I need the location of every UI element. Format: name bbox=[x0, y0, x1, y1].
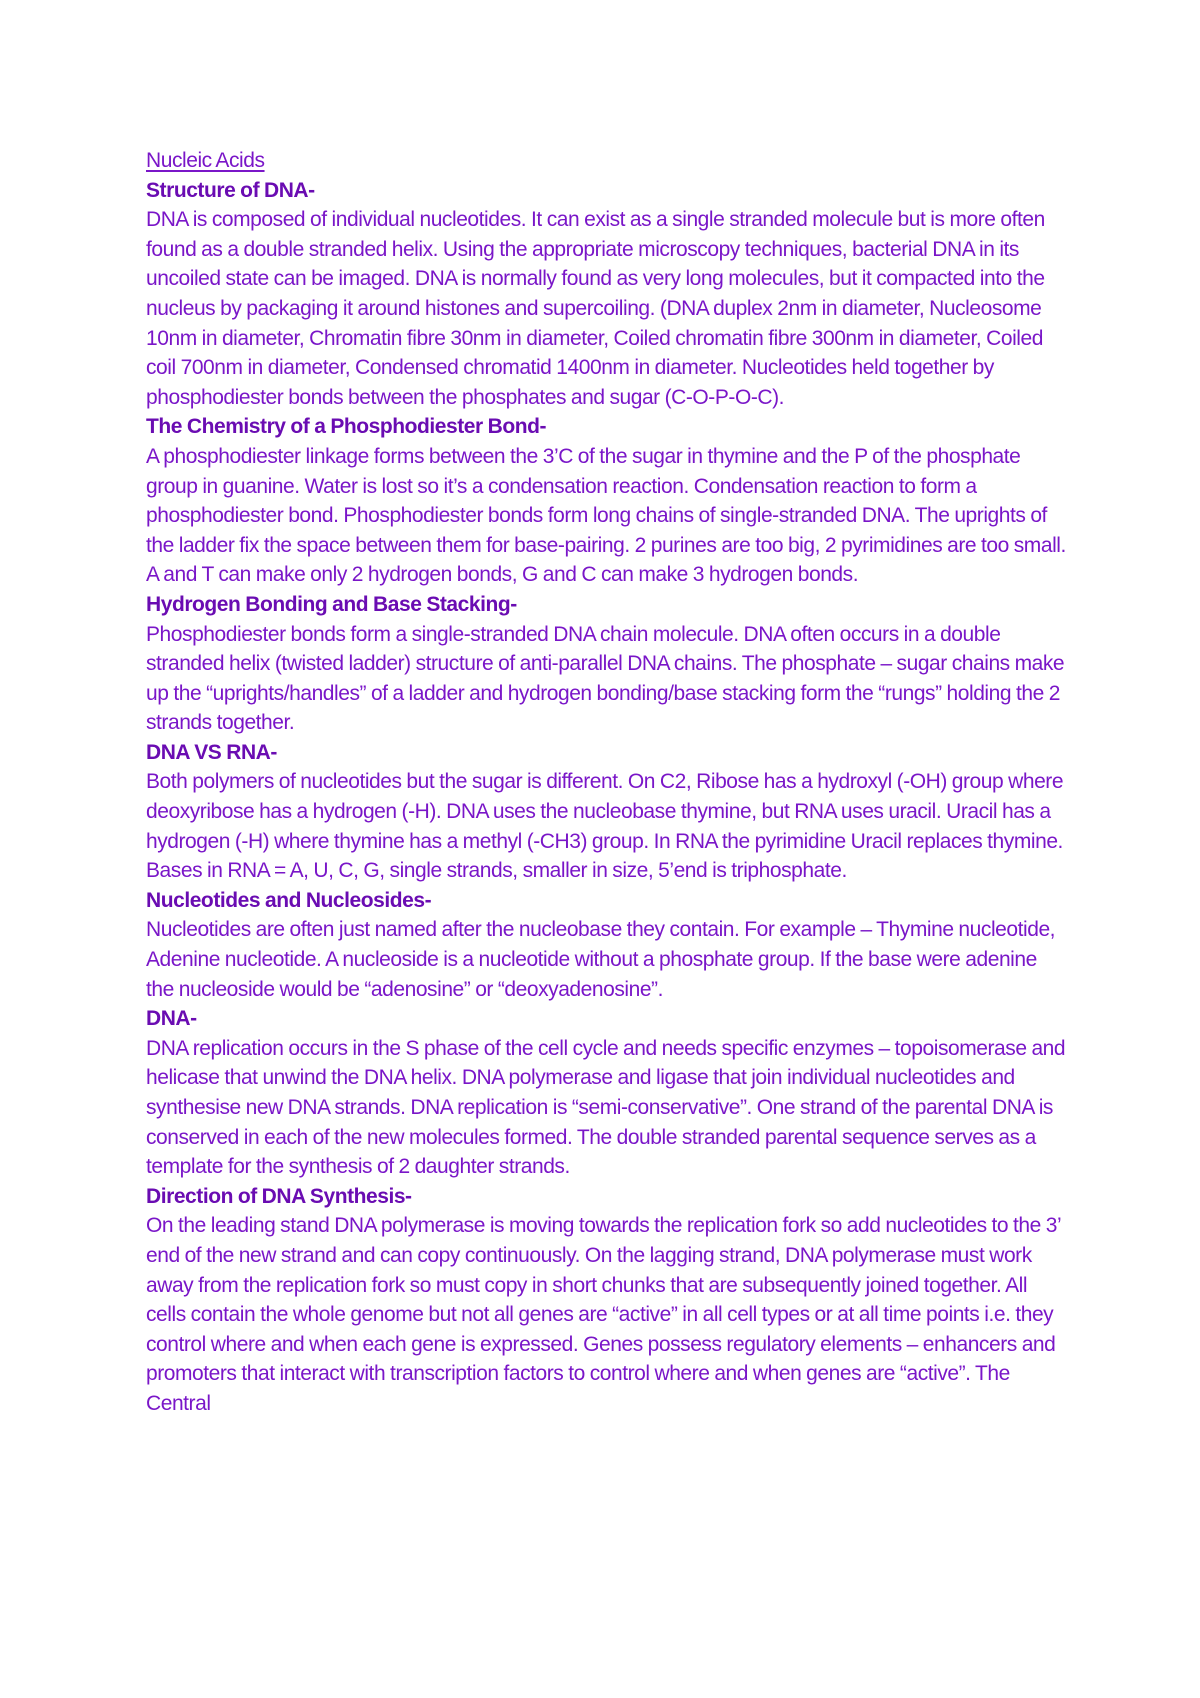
section-heading-dna-vs-rna: DNA VS RNA- bbox=[146, 740, 277, 764]
section-body-structure-of-dna: DNA is composed of individual nucleotides. It can exist as a single stranded molecule but is more often found as a double stranded helix. Using the appropriate microscopy techniques, bacterial DNA in its uncoiled state can be imaged. DNA is normally found as very long molecules, but it compacted into the nucleus by packaging it around histones and supercoiling. (DNA duplex 2nm in diameter, Nucleosome 10nm in diameter, Chromatin fibre 30nm in diameter, Coiled chromatin fibre 300nm in diameter, Coiled coil 700nm in diameter, Condensed chromatid 1400nm in diameter. Nucleotides held together by phosphodiester bonds between the phosphates and sugar (C-O-P-O-C). bbox=[146, 208, 1045, 409]
section-body-dna-replication: DNA replication occurs in the S phase of the cell cycle and needs specific enzymes – topoisomerase and helicase that unwind the DNA helix. DNA polymerase and ligase that join individual nucleotides and synthesise new DNA strands. DNA replication is “semi-conservative”. One strand of the parental DNA is conserved in each of the new molecules formed. The double stranded parental sequence serves as a template for the synthesis of 2 daughter strands. bbox=[146, 1036, 1066, 1179]
section-body-nucleotides-nucleosides: Nucleotides are often just named after the nucleobase they contain. For example – Thymine nucleotide, Adenine nucleotide. A nucleoside is a nucleotide without a phosphate group. If the base were adenine the nucleoside would be “adenosine” or “deoxyadenosine”. bbox=[146, 918, 1056, 1001]
section-heading-dna-replication: DNA- bbox=[146, 1007, 197, 1031]
document-title: Nucleic Acids bbox=[146, 149, 265, 172]
section-heading-structure-of-dna: Structure of DNA- bbox=[146, 178, 315, 202]
section-body-dna-vs-rna: Both polymers of nucleotides but the sugar is different. On C2, Ribose has a hydroxyl (-OH) group where deoxyribose has a hydrogen (-H). DNA uses the nucleobase thymine, but RNA uses uracil. Uracil has a hydrogen (-H) where thymine has a methyl (-CH3) group. In RNA the pyrimidine Uracil replaces thymine. Bases in RNA = A, U, C, G, single strands, smaller in size, 5’end is triphosphate. bbox=[146, 770, 1064, 883]
document-page bbox=[146, 146, 1066, 1419]
section-heading-phosphodiester-bond: The Chemistry of a Phosphodiester Bond- bbox=[146, 415, 546, 439]
section-heading-direction-of-synthesis: Direction of DNA Synthesis- bbox=[146, 1184, 412, 1208]
section-heading-hydrogen-bonding: Hydrogen Bonding and Base Stacking- bbox=[146, 592, 517, 616]
section-body-hydrogen-bonding: Phosphodiester bonds form a single-stranded DNA chain molecule. DNA often occurs in a double stranded helix (twisted ladder) structure of anti-parallel DNA chains. The phosphate – sugar chains make up the “uprights/handles” of a ladder and hydrogen bonding/base stacking form the “rungs” holding the 2 strands together. bbox=[146, 622, 1065, 735]
section-heading-nucleotides-nucleosides: Nucleotides and Nucleosides- bbox=[146, 888, 432, 912]
section-body-direction-of-synthesis: On the leading stand DNA polymerase is moving towards the replication fork so add nucleotides to the 3’ end of the new strand and can copy continuously. On the lagging strand, DNA polymerase must work away from the replication fork so must copy in short chunks that are subsequently joined together. All cells contain the whole genome but not all genes are “active” in all cell types or at all time points i.e. they control where and when each gene is expressed. Genes possess regulatory elements – enhancers and promoters that interact with transcription factors to control where and when genes are “active”. The Central bbox=[146, 1214, 1061, 1415]
section-body-phosphodiester-bond: A phosphodiester linkage forms between the 3’C of the sugar in thymine and the P of the phosphate group in guanine. Water is lost so it’s a condensation reaction. Condensation reaction to form a phosphodiester bond. Phosphodiester bonds form long chains of single-stranded DNA. The uprights of the ladder fix the space between them for base-pairing. 2 purines are too big, 2 pyrimidines are too small. A and T can make only 2 hydrogen bonds, G and C can make 3 hydrogen bonds. bbox=[146, 444, 1066, 587]
